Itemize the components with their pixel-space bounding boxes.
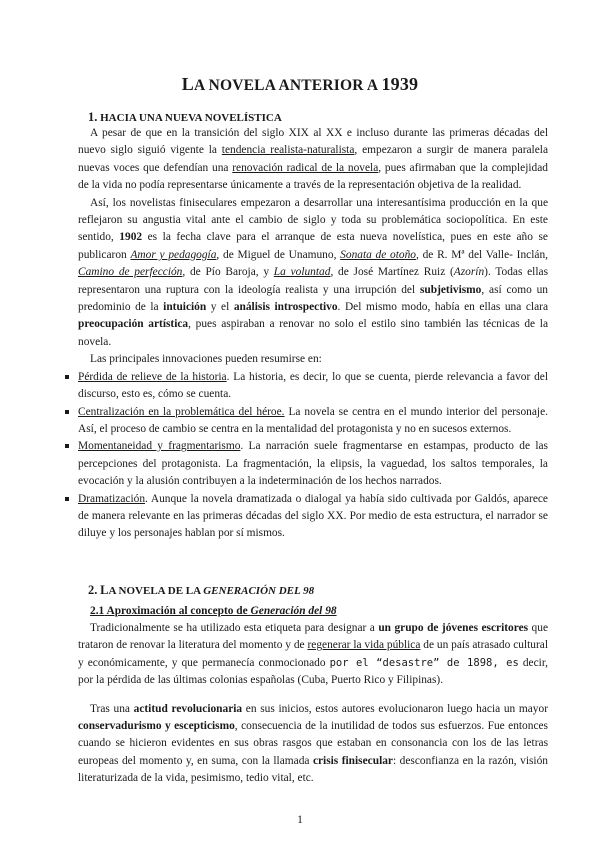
section-1-body bbox=[78, 125, 548, 543]
list-item: Centralización en la problemática del héroe. La novela se centra en el mundo interior del personaje. Así, el proceso de cambio se centra en la mentalidad del protagonista y no en sucesos externos. bbox=[78, 404, 548, 439]
document-title: LA NOVELA ANTERIOR A 1939 bbox=[181, 74, 419, 94]
book-title: Camino de perfección bbox=[78, 266, 183, 279]
paragraph: Tras una actitud revolucionaria en sus inicios, estos autores evolucionaron luego hacia un mayor conservadurismo y escepticismo, consecuencia de la inutilidad de todos sus esfuerzos. Fue entonces cuando se hicieron evidentes en sus obras rasgos que estaban en consonancia con los de las letras europeas del momento y, en suma, con la llamada crisis finisecular: desconfianza en la razón, visión literaturizada de la vida, pesimismo, tedio vital, etc. bbox=[78, 702, 548, 785]
book-title: La voluntad bbox=[273, 266, 331, 279]
innovations-list bbox=[78, 369, 548, 543]
subsection-2-1-heading: 2.1 Aproximación al concepto de Generación del 98 bbox=[90, 605, 337, 617]
paragraph: Tradicionalmente se ha utilizado esta etiqueta para designar a un grupo de jóvenes escritores que trataron de renovar la literatura del momento y de regenerar la vida pública de un país atrasado cultural y económicamente, y que permanecía conmocionado por el “desastre” de 1898, es decir, por la pérdida de las últimas colonias españolas (Cuba, Puerto Rico y Filipinas). bbox=[78, 622, 549, 687]
list-item: Pérdida de relieve de la historia. La historia, es decir, lo que se cuenta, pierde relevancia a favor del discurso, esto es, cómo se cuenta. bbox=[78, 369, 548, 404]
list-item: Momentaneidad y fragmentarismo. La narración suele fragmentarse en estampas, producto de las percepciones del protagonista. La fragmentación, la elipsis, la vaguedad, los saltos temporales, la evocación y la alusión contribuyen a la indeterminación de los hechos narrados. bbox=[78, 438, 548, 490]
list-item: Dramatización. Aunque la novela dramatizada o dialogal ya había sido cultivada por Galdós, aparece de manera relevante en las primeras décadas del siglo XX. Por medio de esta estructura, el narrador se diluye y los personajes hablan por sí mismos. bbox=[78, 491, 548, 543]
book-title: Amor y pedagogía bbox=[130, 248, 217, 261]
section-2-heading: 2. LA NOVELA DE LA GENERACIÓN DEL 98 bbox=[88, 583, 315, 597]
paragraph: A pesar de que en la transición del siglo XIX al XX e incluso durante las primeras décadas del nuevo siglo siguió vigente la tendencia realista-naturalista, empezaron a surgir de manera paralela nuevas voces que defendían una renovación radical de la novela, pues afirmaban que la complejidad de la vida no podía representarse únicamente a través de la representación objetiva de la realidad. bbox=[78, 127, 549, 192]
paragraph: Así, los novelistas finiseculares empezaron a desarrollar una interesantísima producción en la que reflejaron su angustia vital ante el cambio de siglo y toda su problemática sociopolítica. En este sentido, 1902 es la fecha clave para el arranque de esta nueva novelística, pues en este año se publicaron Amor y pedagogía, de Miguel de Unamuno, Sonata de otoño, de R. Mª del Valle- Inclán, Camino de perfección, de Pío Baroja, y La voluntad, de José Martínez Ruiz (Azorín). Todas ellas representaron una ruptura con la ideología realista y una irrupción del subjetivismo, así como un predominio de la intuición y el análisis introspectivo. Del mismo modo, había en ellas una clara preocupación artística, pues aspiraban a renovar no solo el estilo sino también las técnicas de la novela. bbox=[78, 196, 549, 348]
section-2-body bbox=[78, 620, 548, 788]
paragraph: Las principales innovaciones pueden resumirse en: bbox=[90, 353, 322, 366]
section-1-heading: 1. HACIA UNA NUEVA NOVELÍSTICA bbox=[88, 110, 282, 124]
book-title: Sonata de otoño bbox=[340, 248, 416, 261]
page-number: 1 bbox=[297, 814, 303, 826]
